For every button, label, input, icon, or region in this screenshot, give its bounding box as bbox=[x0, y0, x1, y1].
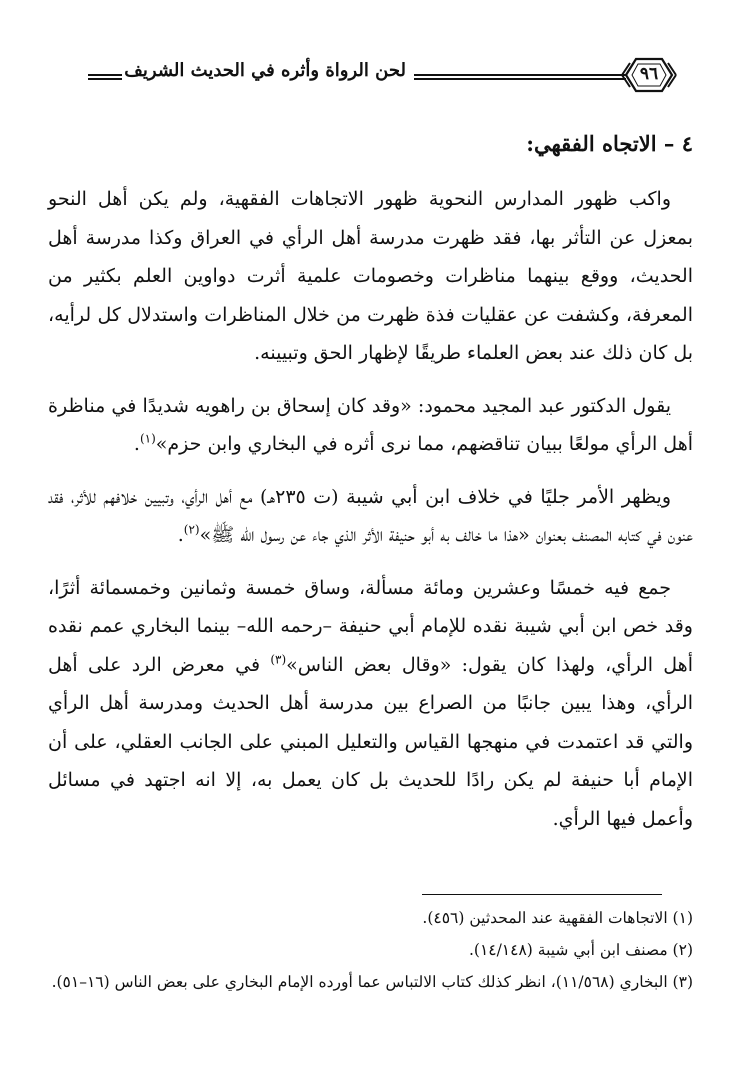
section-heading: ٤ – الاتجاه الفقهي: bbox=[526, 131, 693, 156]
paragraph-text: جمع فيه خمسًا وعشرين ومائة مسألة، وساق خمسة وثمانين وخمسمائة أثرًا، وقد خص ابن أبي شيبة نقده للإمام أبي حنيفة –رحمه الله– بينما البخاري عمم نقده أهل الرأي، ولهذا كان يقول: «وقال بعض الناس» bbox=[48, 576, 693, 676]
paragraph: يقول الدكتور عبد المجيد محمود: «وقد كان إسحاق بن راهويه شديدًا في مناظرة أهل الرأي مولعًا ببيان تناقضهم، مما نرى أثره في البخاري وابن حزم»$^{(١)}$. bbox=[48, 394, 693, 455]
page-number-badge bbox=[620, 55, 678, 95]
paragraph-text: ويظهر الأمر جليًا في خلاف ابن أبي شيبة (ت ٢٣٥هـ) مع أهل الرأي، وتبيين خلافهم للأثر، فقد عنون في كتابه المصنف بعنوان «هذا ما خالف به أبو حنيفة الأثر الذي جاء عن رسول الله ﷺ» bbox=[48, 485, 693, 546]
footnote: (٣) البخاري (١١/٥٦٨)، انظر كذلك كتاب الالتباس عما أورده الإمام البخاري على بعض الناس (١٦–٥١). bbox=[51, 973, 693, 991]
footnote-ref: (١) bbox=[139, 431, 156, 446]
footnote: (٢) مصنف ابن أبي شيبة (١٤/١٤٨). bbox=[468, 941, 693, 959]
footnote-ref: (٣) bbox=[270, 652, 287, 667]
running-title: لحن الرواة وأثره في الحديث الشريف bbox=[124, 60, 406, 81]
paragraph: ويظهر الأمر جليًا في خلاف ابن أبي شيبة (ت ٢٣٥هـ) مع أهل الرأي، وتبيين خلافهم للأثر، فقد عنون في كتابه المصنف بعنوان «هذا ما خالف به أبو حنيفة الأثر الذي جاء عن رسول الله ﷺ»$^{(٢)}$. bbox=[48, 485, 693, 546]
paragraph: واكب ظهور المدارس النحوية ظهور الاتجاهات الفقهية، ولم يكن أهل النحو بمعزل عن التأثر بها، فقد ظهرت مدرسة أهل الرأي في العراق وكذا مدرسة أهل الحديث، ووقع بينهما مناظرات وخصومات علمية أثرت دواوين العلم بكثير من المعرفة، وكشفت عن عقليات فذة ظهرت من خلال المناظرات واستدلال كل لرأيه، بل كان ذلك عند بعض العلماء طريقًا لإظهار الحق وتبيينه. bbox=[48, 188, 693, 364]
page-number: ٩٦ bbox=[639, 64, 659, 84]
paragraph-text: في معرض الرد على أهل الرأي، وهذا يبين جانبًا من الصراع بين مدرسة أهل الحديث ومدرسة أهل الرأي والتي قد اعتمدت في منهجها القياس والتعليل المبني على الجانب العقلي، على أن الإمام أبا حنيفة لم يكن رادًا للحديث بل كان يعمل به، إلا انه اجتهد في مسائل وأعمل فيها الرأي. bbox=[48, 653, 693, 830]
header-rule-right bbox=[414, 74, 626, 80]
header-rule-left bbox=[88, 74, 122, 80]
footnotes bbox=[48, 904, 693, 1000]
page-header bbox=[88, 52, 688, 98]
footnote-ref: (٢) bbox=[183, 522, 200, 537]
paragraph bbox=[48, 569, 693, 839]
footnote: (١) الاتجاهات الفقهية عند المحدثين (٤٥٦). bbox=[422, 909, 693, 927]
main-text bbox=[48, 125, 693, 852]
footnote-divider bbox=[422, 894, 662, 895]
paragraph-text: يقول الدكتور عبد المجيد محمود: «وقد كان إسحاق بن راهويه شديدًا في مناظرة أهل الرأي مولعًا ببيان تناقضهم، مما نرى أثره في البخاري وابن حزم» bbox=[48, 394, 693, 455]
